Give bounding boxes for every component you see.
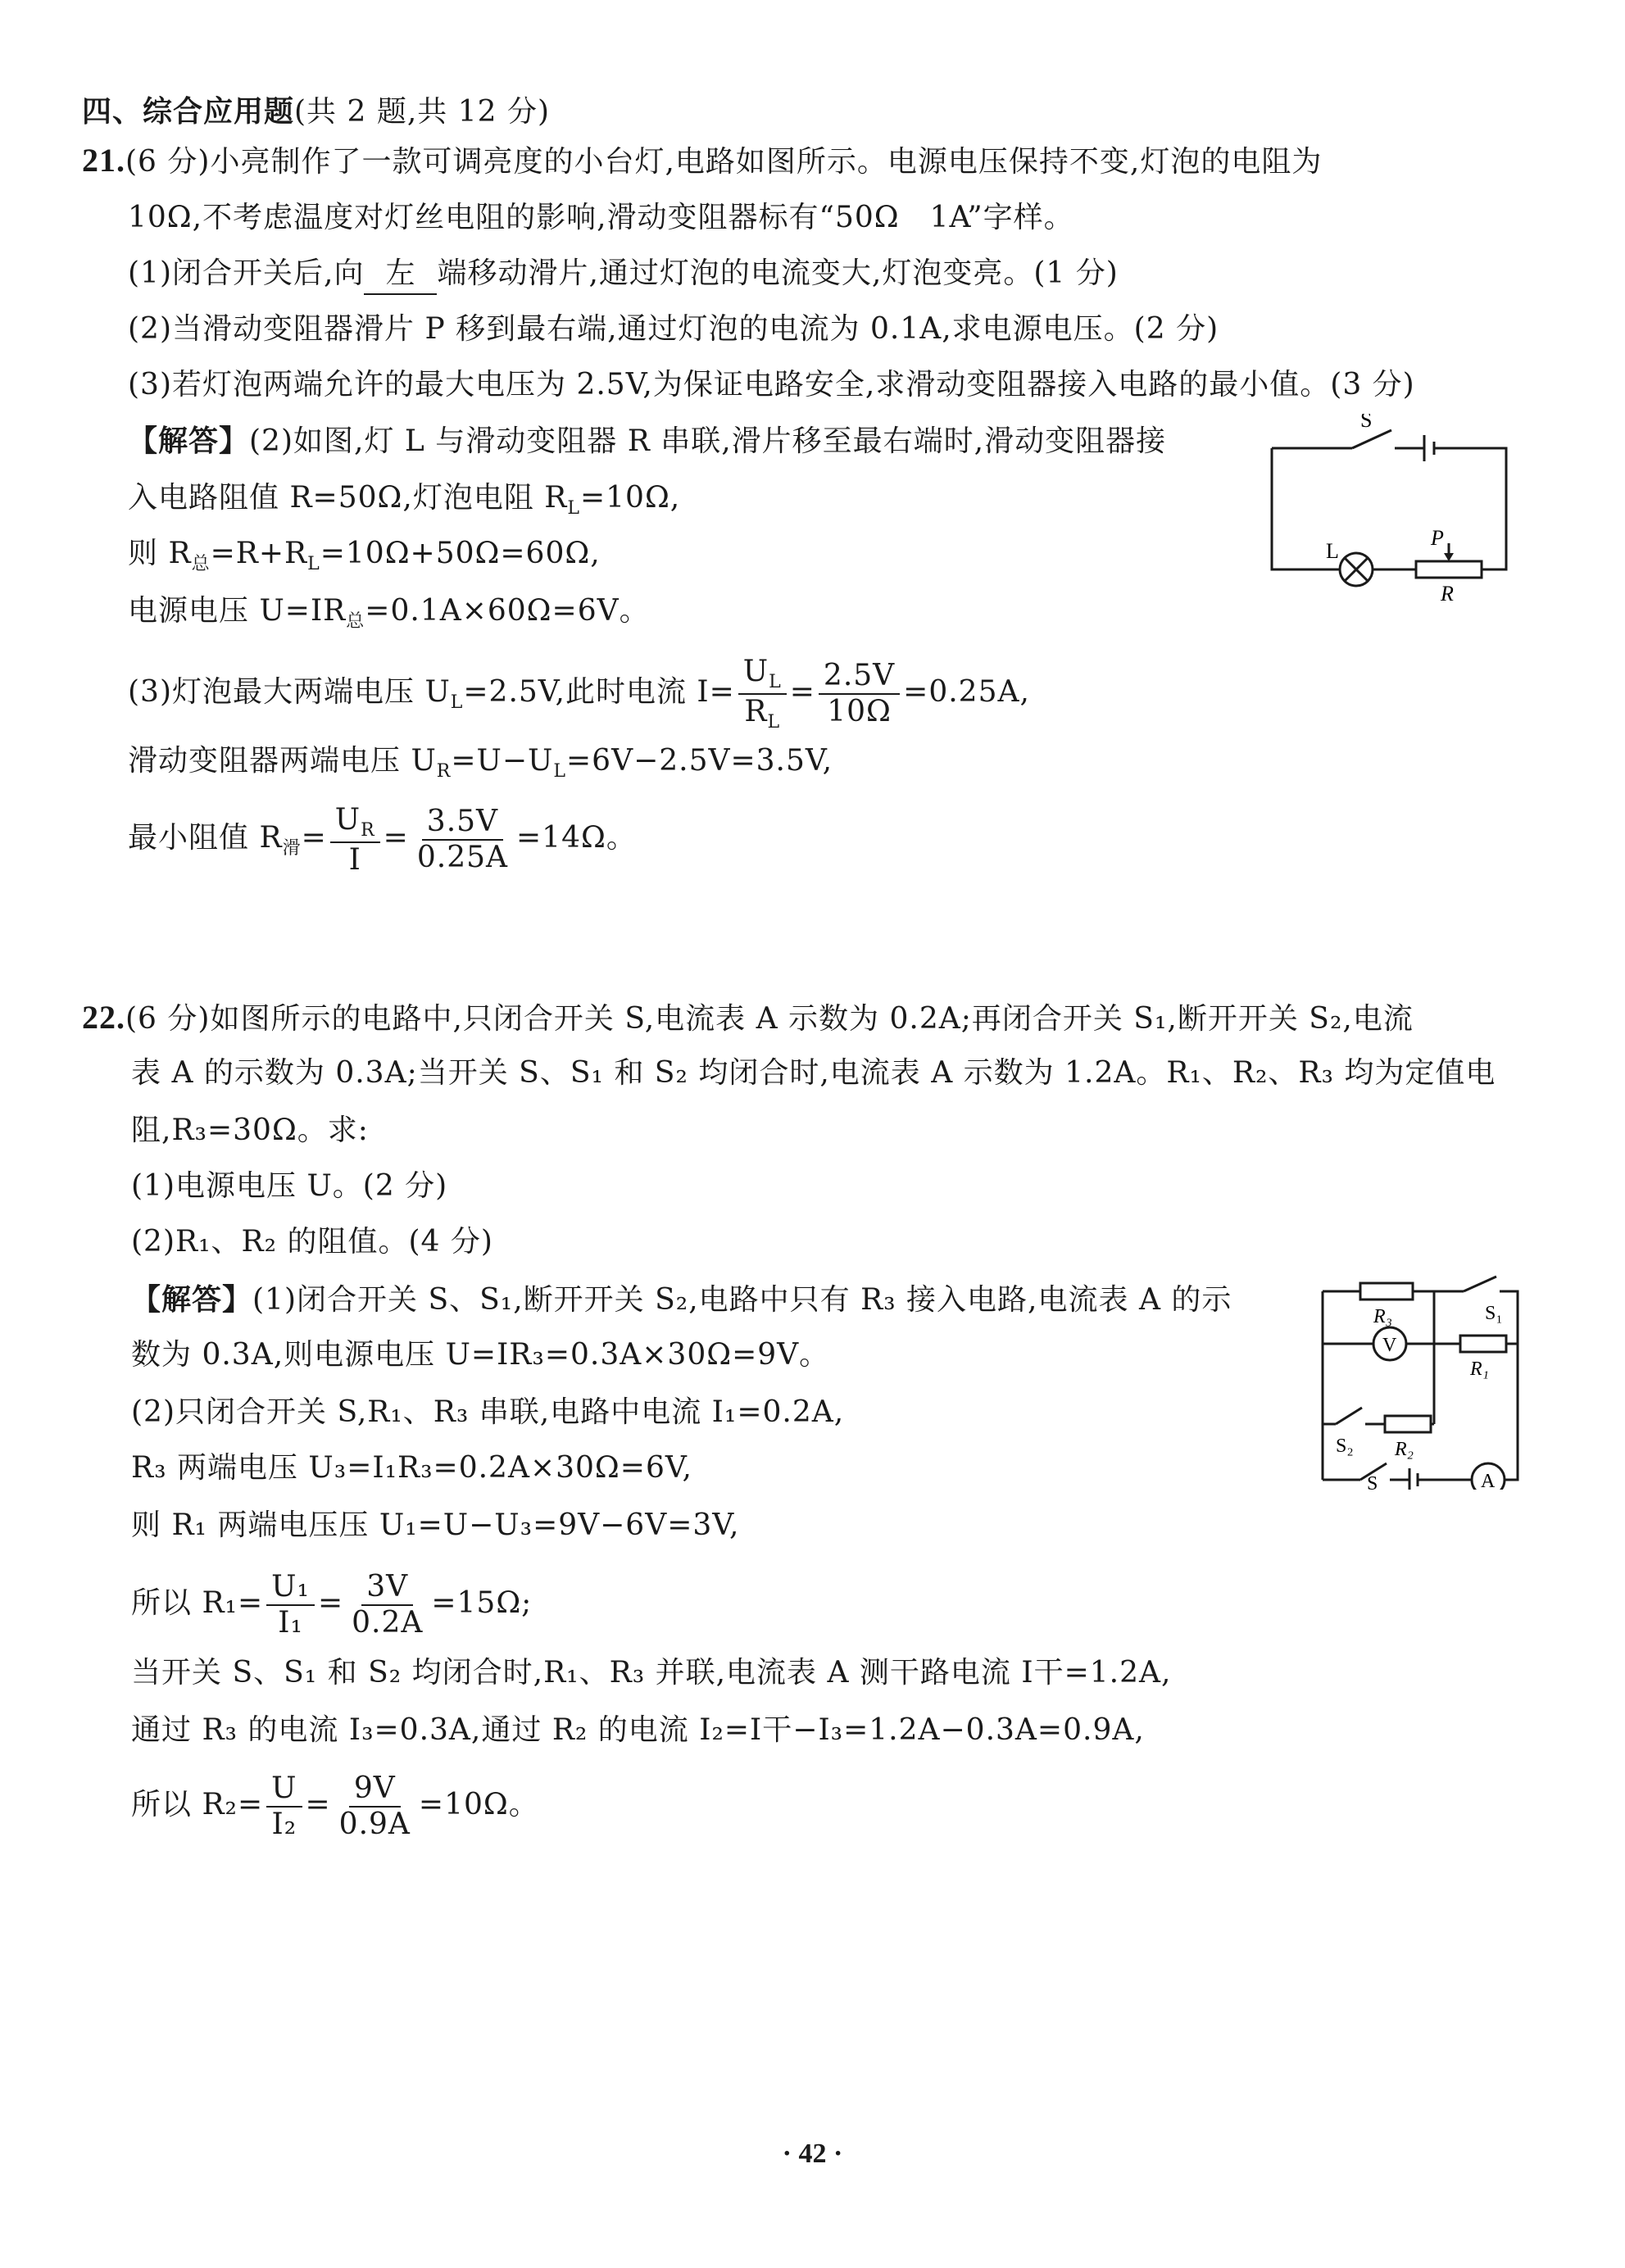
label-L: L: [1326, 539, 1339, 563]
q21-answer-blank: 左: [364, 254, 437, 295]
resistor-R3: [1360, 1283, 1413, 1300]
wire: [1505, 1344, 1518, 1480]
switch-S2-blade: [1336, 1408, 1362, 1424]
q21-answer-line3: 则 $R_总=R+R_L=10\Omega+50\Omega=60\Omega$,: [128, 537, 601, 574]
q22-answer-line5: 则 R₁ 两端电压压 U₁=U−U₃=9V−6V=3V,: [131, 1508, 740, 1542]
label-S: S: [1360, 414, 1373, 432]
label-S1: S₁: [1485, 1303, 1503, 1324]
q21-circuit-diagram: [1262, 414, 1532, 610]
label-R1: R₁: [1470, 1359, 1490, 1380]
lamp-cross: [1345, 558, 1368, 581]
fraction: $\frac{U_R}{I}$: [330, 805, 380, 876]
q21-answer-line1: 【解答】(2)如图,灯 L 与滑动变阻器 R 串联,滑片移至最右端时,滑动变阻器接: [128, 424, 1167, 458]
q21-answer-line6: 滑动变阻器两端电压 $U_R=U-U_L=6V-2.5V=3.5V$,: [128, 744, 833, 782]
fraction: $\frac{3V}{0.2A}$: [352, 1570, 424, 1640]
q22-stem-line2: 表 A 的示数为 0.3A;当开关 S、S₁ 和 S₂ 均闭合时,电流表 A 示数为 1.2A。R₁、R₂、R₃ 均为定值电: [131, 1056, 1496, 1090]
q22-answer-line7: 当开关 S、S₁ 和 S₂ 均闭合时,R₁、R₃ 并联,电流表 A 测干路电流 I干=1.2A,: [131, 1656, 1172, 1690]
wire: [1434, 448, 1506, 569]
label-S: S: [1367, 1473, 1378, 1490]
q22-number: 22.: [82, 999, 125, 1036]
q21-answer-line4: 电源电压 $U=IR_总=0.1A\times 60\Omega=6V$。: [128, 594, 650, 632]
label-P: P: [1431, 526, 1444, 550]
fraction: $\frac{\text{U₁}}{\text{I₁}}$: [266, 1572, 315, 1639]
fraction: $\frac{9V}{0.9A}$: [338, 1771, 411, 1841]
q22-part2: (2)R₁、R₂ 的阻值。(4 分): [131, 1225, 493, 1259]
q22-answer-line3: (2)只闭合开关 S,R₁、R₃ 串联,电路中电流 I₁=0.2A,: [131, 1395, 845, 1429]
label-R3: R₃: [1373, 1306, 1393, 1327]
q22-stem-line1: 22.(6 分)如图所示的电路中,只闭合开关 S,电流表 A 示数为 0.2A;再闭合开关 S₁,断开开关 S₂,电流: [82, 999, 1414, 1036]
label-S2: S₂: [1336, 1436, 1354, 1457]
q22-circuit-diagram: [1311, 1268, 1532, 1490]
fraction: $\frac{U}{\text{I₂}}$: [266, 1773, 302, 1840]
q21-answer-line7: 最小阻值 $R_滑=$ $\frac{U_R}{I}$ = $\frac{3.5V}{0.25A}$ =14Ω。: [128, 802, 637, 877]
section-note: (共 2 题,共 12 分): [294, 95, 551, 129]
q21-stem-line2: 10Ω,不考虑温度对灯丝电阻的影响,滑动变阻器标有“50Ω 1A”字样。: [128, 201, 1074, 234]
fraction: $\frac{U_L}{R_L}$: [738, 656, 787, 732]
label-R2: R₂: [1395, 1439, 1414, 1460]
q21-stem-line1: 21.(6 分)小亮制作了一款可调亮度的小台灯,电路如图所示。电源电压保持不变,灯泡的电阻为: [82, 142, 1323, 179]
q21-answer-line2: 入电路阻值 R=50Ω,灯泡电阻 $R_L=10\Omega$,: [128, 481, 681, 519]
answer-label: 【解答】: [128, 424, 250, 458]
resistor-R1: [1460, 1336, 1506, 1352]
section-title: 四、综合应用题: [82, 94, 295, 129]
label-V: V: [1382, 1335, 1397, 1356]
fraction: $\frac{3.5V}{0.25A}$: [416, 805, 508, 874]
q22-answer-line9: 所以 R₂= $\frac{U}{\text{I₂}}$ = $\frac{9V}{0.9A}$ =10Ω。: [131, 1771, 539, 1841]
answer-label: 【解答】: [131, 1282, 253, 1317]
q21-part1: (1)闭合开关后,向 左 端移动滑片,通过灯泡的电流变大,灯泡变亮。(1 分): [128, 254, 1119, 295]
q21-number: 21.: [82, 142, 125, 179]
page-number: · 42 ·: [782, 2139, 843, 2169]
label-R: R: [1441, 582, 1454, 606]
q22-stem-line3: 阻,R₃=30Ω。求:: [131, 1114, 369, 1147]
q22-part1: (1)电源电压 U。(2 分): [131, 1169, 448, 1203]
label-A: A: [1481, 1471, 1496, 1490]
switch-S1-blade: [1464, 1277, 1496, 1291]
q22-answer-line4: R₃ 两端电压 U₃=I₁R₃=0.2A×30Ω=6V,: [131, 1451, 693, 1485]
section-heading: [82, 92, 550, 132]
q22-answer-line8: 通过 R₃ 的电流 I₃=0.3A,通过 R₂ 的电流 I₂=I干−I₃=1.2A−0.3A=0.9A,: [131, 1713, 1145, 1747]
q22-answer-line1: 【解答】(1)闭合开关 S、S₁,断开开关 S₂,电路中只有 R₃ 接入电路,电流表 A 的示: [131, 1282, 1232, 1317]
fraction: $\frac{2.5V}{10\Omega}$: [819, 660, 900, 728]
rheostat-icon: [1416, 561, 1482, 578]
q22-answer-line2: 数为 0.3A,则电源电压 U=IR₃=0.3A×30Ω=9V。: [131, 1338, 830, 1372]
switch-blade: [1352, 430, 1391, 448]
q22-answer-line6: 所以 R₁= $\frac{\text{U₁}}{\text{I₁}}$ = $\frac{3V}{0.2A}$ =15Ω;: [131, 1570, 533, 1640]
q21-part2: (2)当滑动变阻器滑片 P 移到最右端,通过灯泡的电流为 0.1A,求电源电压。(2 分): [128, 312, 1219, 346]
q21-part3: (3)若灯泡两端允许的最大电压为 2.5V,为保证电路安全,求滑动变阻器接入电路的最小值。(3 分): [128, 368, 1415, 401]
resistor-R2: [1385, 1416, 1431, 1432]
q21-answer-line5: (3)灯泡最大两端电压 $U_L=2.5V$,此时电流 I= $\frac{U_L}{R_L}$ = $\frac{2.5V}{10\Omega}$ =0.25A,: [128, 654, 1030, 733]
